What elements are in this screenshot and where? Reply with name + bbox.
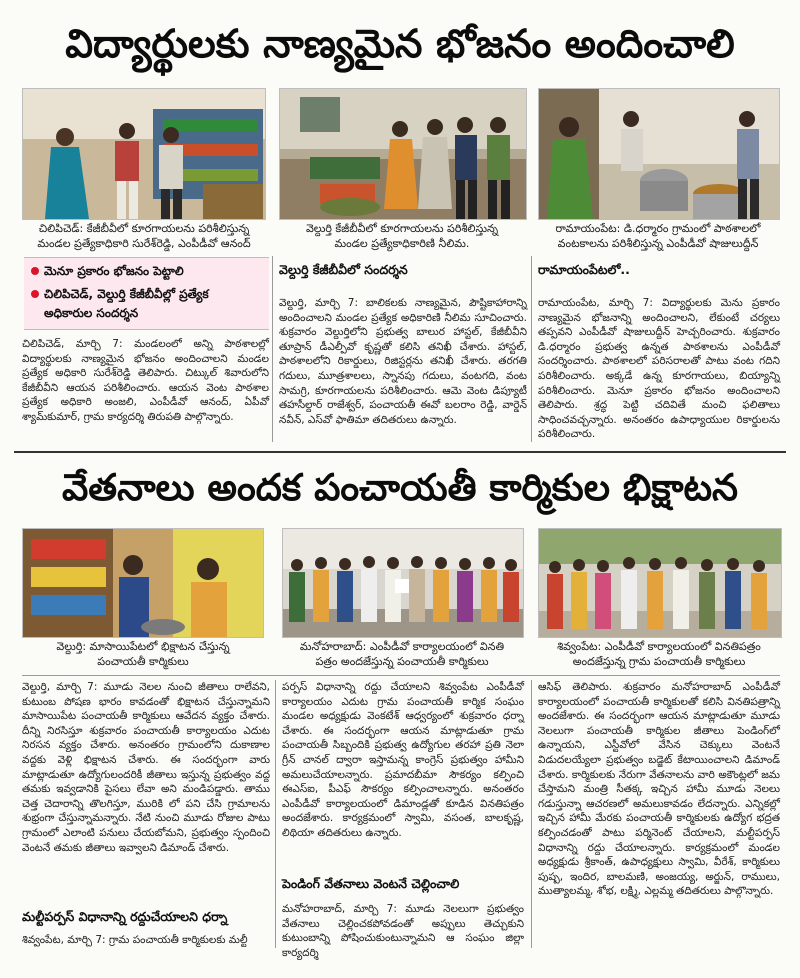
- caption-rule: [22, 675, 780, 676]
- article-veldurthi: వెల్దుర్తి, మార్చి 7: బాలికలకు నాణ్యమైన, పౌష్టికాహారాన్ని అందించాలని మండల ప్రత్యేక అధికారిణి నీలిమ సూచించారు. శుక్రవారం వెల్దుర్తిలోని ప్రభుత్వ బాలుర హాస్టల్, కేజీబీవీని తూప్రాన్ డీఎల్పీవో కృష్ణతో కలిసి తనిఖీ చేశారు. హాస్టల్, పాఠశాలలోని రికార్డులు, రిజిస్టర్లను తనిఖీ చేశారు. తరగతి గదులు, మూత్రశాలలు, స్నానపు గదులు, వంటగది, వంట సామగ్రి, కూరగాయలను పరిశీలించారు. ఆమె వెంట డిప్యూటీ తహసీల్దార్ రాజేశ్వర్, పంచాయతీ ఈవో బలరాం రెడ్డి, వార్డెన్ నవీన్, ఎస్‌వో ఫాతిమా తదితరులు ఉన్నారు.: [279, 297, 527, 426]
- highlight-box: [24, 257, 269, 330]
- subhead-multipurpose: మల్టీపర్పస్ విధానాన్ని రద్దుచేయాలని ధర్నా: [22, 909, 228, 924]
- column-rule: [272, 256, 273, 442]
- article-masaipet: వెల్దుర్తి, మార్చి 7: మూడు నెలల నుంచి జీతాలు రాలేవని, కుటుంబ పోషణ భారం కావడంతో భిక్షాటన చేస్తున్నామని మాసాయిపేట పంచాయతీ కార్మికులు ఆవేదన వ్యక్తం చేశారు. దీన్ని నిరసిస్తూ శుక్రవారం పంచాయతీ కార్యాలయం ఎదుట నిరసన వ్యక్తం చేశారు. అనంతరం గ్రామంలోని దుకాణాల వద్దకు వెళ్లి భిక్షాటన చేశారు. ఈ సందర్భంగా వారు మాట్లాడుతూ ఉద్యోగులందరికీ జీతాలు ఇస్తున్న ప్రభుత్వం వద్ద తమకు ఇవ్వడానికి పైసలు లేవా అని మండిపడ్డారు. తాము చెత్త చెదారాన్ని తొలగిస్తూ, మురికి లో పని చేసి గ్రామాలను శుభ్రంగా చేస్తున్నామన్నారు. నేటి నుంచి మూడు రోజుల పాటు గ్రామంలో ఎలాంటి పనులు చేయబోమని, ప్రభుత్వం స్పందించి వెంటనే తమకు జీతాలు ఇవ్వాలని డిమాండ్ చేశారు.: [22, 681, 270, 854]
- bullet-icon: [31, 290, 39, 298]
- highlight-1: మెనూ ప్రకారం భోజనం పెట్టాలి: [44, 264, 184, 278]
- photo-ramayampet-school: [538, 88, 780, 220]
- photo-chilipiched-kgbv: [22, 88, 266, 220]
- headline-workers: వేతనాలు అందక పంచాయతీ కార్మికుల భిక్షాటన: [61, 466, 738, 509]
- caption-veldurthi: వెల్దుర్తి కేజీబీవీలో కూరగాయలను పరిశీలిస్తున్న మండల ప్రత్యేకాధికారిణి నీలిమ.: [305, 222, 499, 250]
- article-manoharabad-cont: ఆసిఫ్ తెలిపారు. శుక్రవారం మనోహరాబాద్ ఎంపీడీవో కార్యాలయంలో పంచాయతీ కార్మికులతో కలిసి వినతిపత్రాన్ని అందజేశారు. ఈ సందర్భంగా ఆయన మాట్లాడుతూ మూడు నెలలుగా పంచాయతీ కార్మికుల జీతాలు పెండింగ్‌లో ఉన్నాయని, ఎస్టీవోలో వేసిన చెక్కులు వెంటనే విడుదలయ్యేలా ప్రభుత్వం బడ్జెట్ కేటాయించాలని డిమాండ్ చేశారు. కార్మికులకు నేరుగా వేతనాలను వారి అకౌంట్లలో జమ చేస్తామని మంత్రి సీతక్క ఇచ్చిన హామీ మూడు నెలలు గడుస్తున్నా ఆచరణలో అమలుకావడం లేదన్నారు. ఎన్నికల్లో ఇచ్చిన హామీ మేరకు పంచాయతీ కార్మికులకు ఉద్యోగ భద్రత కల్పించడంతో పాటు పర్మినెంట్ చేయాలని, మల్టీపర్పస్ విధానాన్ని రద్దు చేయాలన్నారు. కార్యక్రమంలో మండల అధ్యక్షుడు శ్రీకాంత్, ఉపాధ్యక్షులు స్వామి, వీరేశ్, కార్మికులు పుష్ప, ఇందిర, బాలమణి, అంజయ్య, అర్జున్, రాములు, ముత్యాలమ్మ, శోభ, లక్ష్మి, ఎల్లమ్మ తదితరులు పాల్గొన్నారు.: [538, 681, 780, 898]
- article-shivampet-start: శివ్వంపేట, మార్చి 7: గ్రామ పంచాయతీ కార్మికులకు మల్టీ: [22, 934, 248, 946]
- subhead-ramayampet: రామాయంపేటలో..: [538, 262, 630, 277]
- caption-ramayampet: రామాయంపేట: డి.ధర్మారం గ్రామంలో పాఠశాలలో వంటకాలను పరిశీలిస్తున్న ఎంపీడీవో షాజులుద్దీన్: [555, 222, 761, 250]
- photo-shivampet-memo: [538, 528, 782, 638]
- caption-manoharabad: మనోహరాబాద్: ఎంపీడీవో కార్యాలయంలో వినతి పత్రం అందజేస్తున్న పంచాయతీ కార్మికులు: [299, 640, 505, 668]
- section-divider: [14, 451, 786, 453]
- article-manoharabad: మనోహరాబాద్, మార్చి 7: మూడు నెలలుగా ప్రభుత్వం వేతనాలు చెల్లించకపోవడంతో అప్పులు తెచ్చుకుని కుటుంబాన్ని పోషించుకుంటున్నామని ఆ సంఘం జిల్లా కార్యదర్శి: [282, 903, 524, 959]
- article-chilipiched: చిలిపిచెడ్, మార్చి 7: మండలంలో అన్ని పాఠశాలల్లో విద్యార్థులకు నాణ్యమైన భోజనం అందించాలని మండల ప్రత్యేక అధికారి సురేశ్‌రెడ్డి తెలిపారు. చిట్కుల్ శివారులోని కేజీబీవీని ఆయన పరిశీలించారు. ఆయన వెంట పాఠశాల ప్రత్యేక అధికారి అంజలి, ఎంపీడీవో ఆనంద్, ఏపీవో శ్యామ్‌కుమార్, గ్రామ కార్యదర్శి తిరుపతి పాల్గొన్నారు.: [22, 338, 269, 423]
- column-rule: [531, 680, 532, 948]
- photo-masaipet-begging: [22, 528, 264, 638]
- subhead-pending-wages: పెండింగ్ వేతనాలు వెంటనే చెల్లించాలి: [282, 876, 460, 891]
- caption-shivampet: శివ్వంపేట: ఎంపీడీవో కార్యాలయంలో వినతిపత్రం అందజేస్తున్న గ్రామ పంచాయతీ కార్మికులు: [557, 640, 761, 668]
- column-rule: [531, 256, 532, 442]
- article-ramayampet: రామాయంపేట, మార్చి 7: విద్యార్థులకు మెను ప్రకారం నాణ్యమైన భోజనాన్ని అందించాలని, లేకుంటే చర్యలు తప్పవని ఎంపీడీవో షాజులుద్దీన్ హెచ్చరించారు. శుక్రవారం డి.ధర్మారం ప్రభుత్వ ఉన్నత పాఠశాలను ఎంపీడీవో సందర్శించారు. పాఠశాలలో పరిసరాలతో పాటు వంట గదిని పరిశీలించారు. అక్కడే ఉన్న కూరగాయలు, బియ్యాన్ని పరిశీలించారు. మెనూ ప్రకారం భోజనం అందించాలని తెలిపారు. శ్రద్ధ పెట్టి చదివితే మంచి ఫలితాలు సాధించవచ్చన్నారు. అనంతరం ఉపాధ్యాయుల రికార్డులను పరిశీలించారు.: [538, 297, 780, 441]
- photo-veldurthi-kgbv: [279, 88, 527, 220]
- photo-manoharabad-memo: [282, 528, 524, 638]
- caption-masaipet: వెల్దుర్తి: మాసాయిపేటలో భిక్షాటన చేస్తున్న పంచాయతీ కార్మికులు: [56, 640, 230, 668]
- highlight-2: చిలిపిచెడ్, వెల్దుర్తి కేజీబీవీల్లో ప్రత్యేక: [44, 287, 209, 301]
- subhead-veldurthi: వెల్దుర్తి కేజీబీవీలో సందర్శన: [279, 262, 408, 277]
- article-shivampet: పర్పస్ విధానాన్ని రద్దు చేయాలని శివ్వంపేట ఎంపీడీవో కార్యాలయం ఎదుట గ్రామ పంచాయతీ కార్మిక సంఘం మండల అధ్యక్షుడు వెంకటేశ్ ఆధ్వర్యంలో శుక్రవారం ధర్నా చేశారు. ఈ సందర్భంగా ఆయన మాట్లాడుతూ గ్రామ పంచాయతీ సిబ్బందికి ప్రభుత్వ ఉద్యోగుల తరహా ప్రతి నెలా గ్రీన్ చానల్ ద్వారా ఇస్తామన్న కాంగ్రెస్ ప్రభుత్వం హామీని అమలుచేయాలన్నారు. ప్రమాదబీమా సౌకర్యం కల్పించి ఈఎస్ఐ, పీఎఫ్ సౌకర్యం కల్పించాలన్నారు. అనంతరం ఎంపీడీవో కార్యాలయంలో డిమాండ్లతో కూడిన వినతిపత్రం అందజేశారు. కార్యక్రమంలో స్వామి, వసంత, బాలకృష్ణ, లిథియా తదితరులు ఉన్నారు.: [282, 681, 524, 839]
- caption-chilipiched: చిలిపిచెడ్: కేజీబీవీలో కూరగాయలను పరిశీలిస్తున్న మండల ప్రత్యేకాధికారి సురేశ్‌రెడ్డి, ఎంపీడీవో ఆనంద్: [37, 222, 251, 250]
- headline-food: విద్యార్థులకు నాణ్యమైన భోజనం అందించాలి: [65, 22, 735, 67]
- column-rule: [275, 680, 276, 948]
- bullet-icon: [31, 267, 39, 275]
- highlight-3: అధికారుల సందర్శన: [44, 306, 139, 320]
